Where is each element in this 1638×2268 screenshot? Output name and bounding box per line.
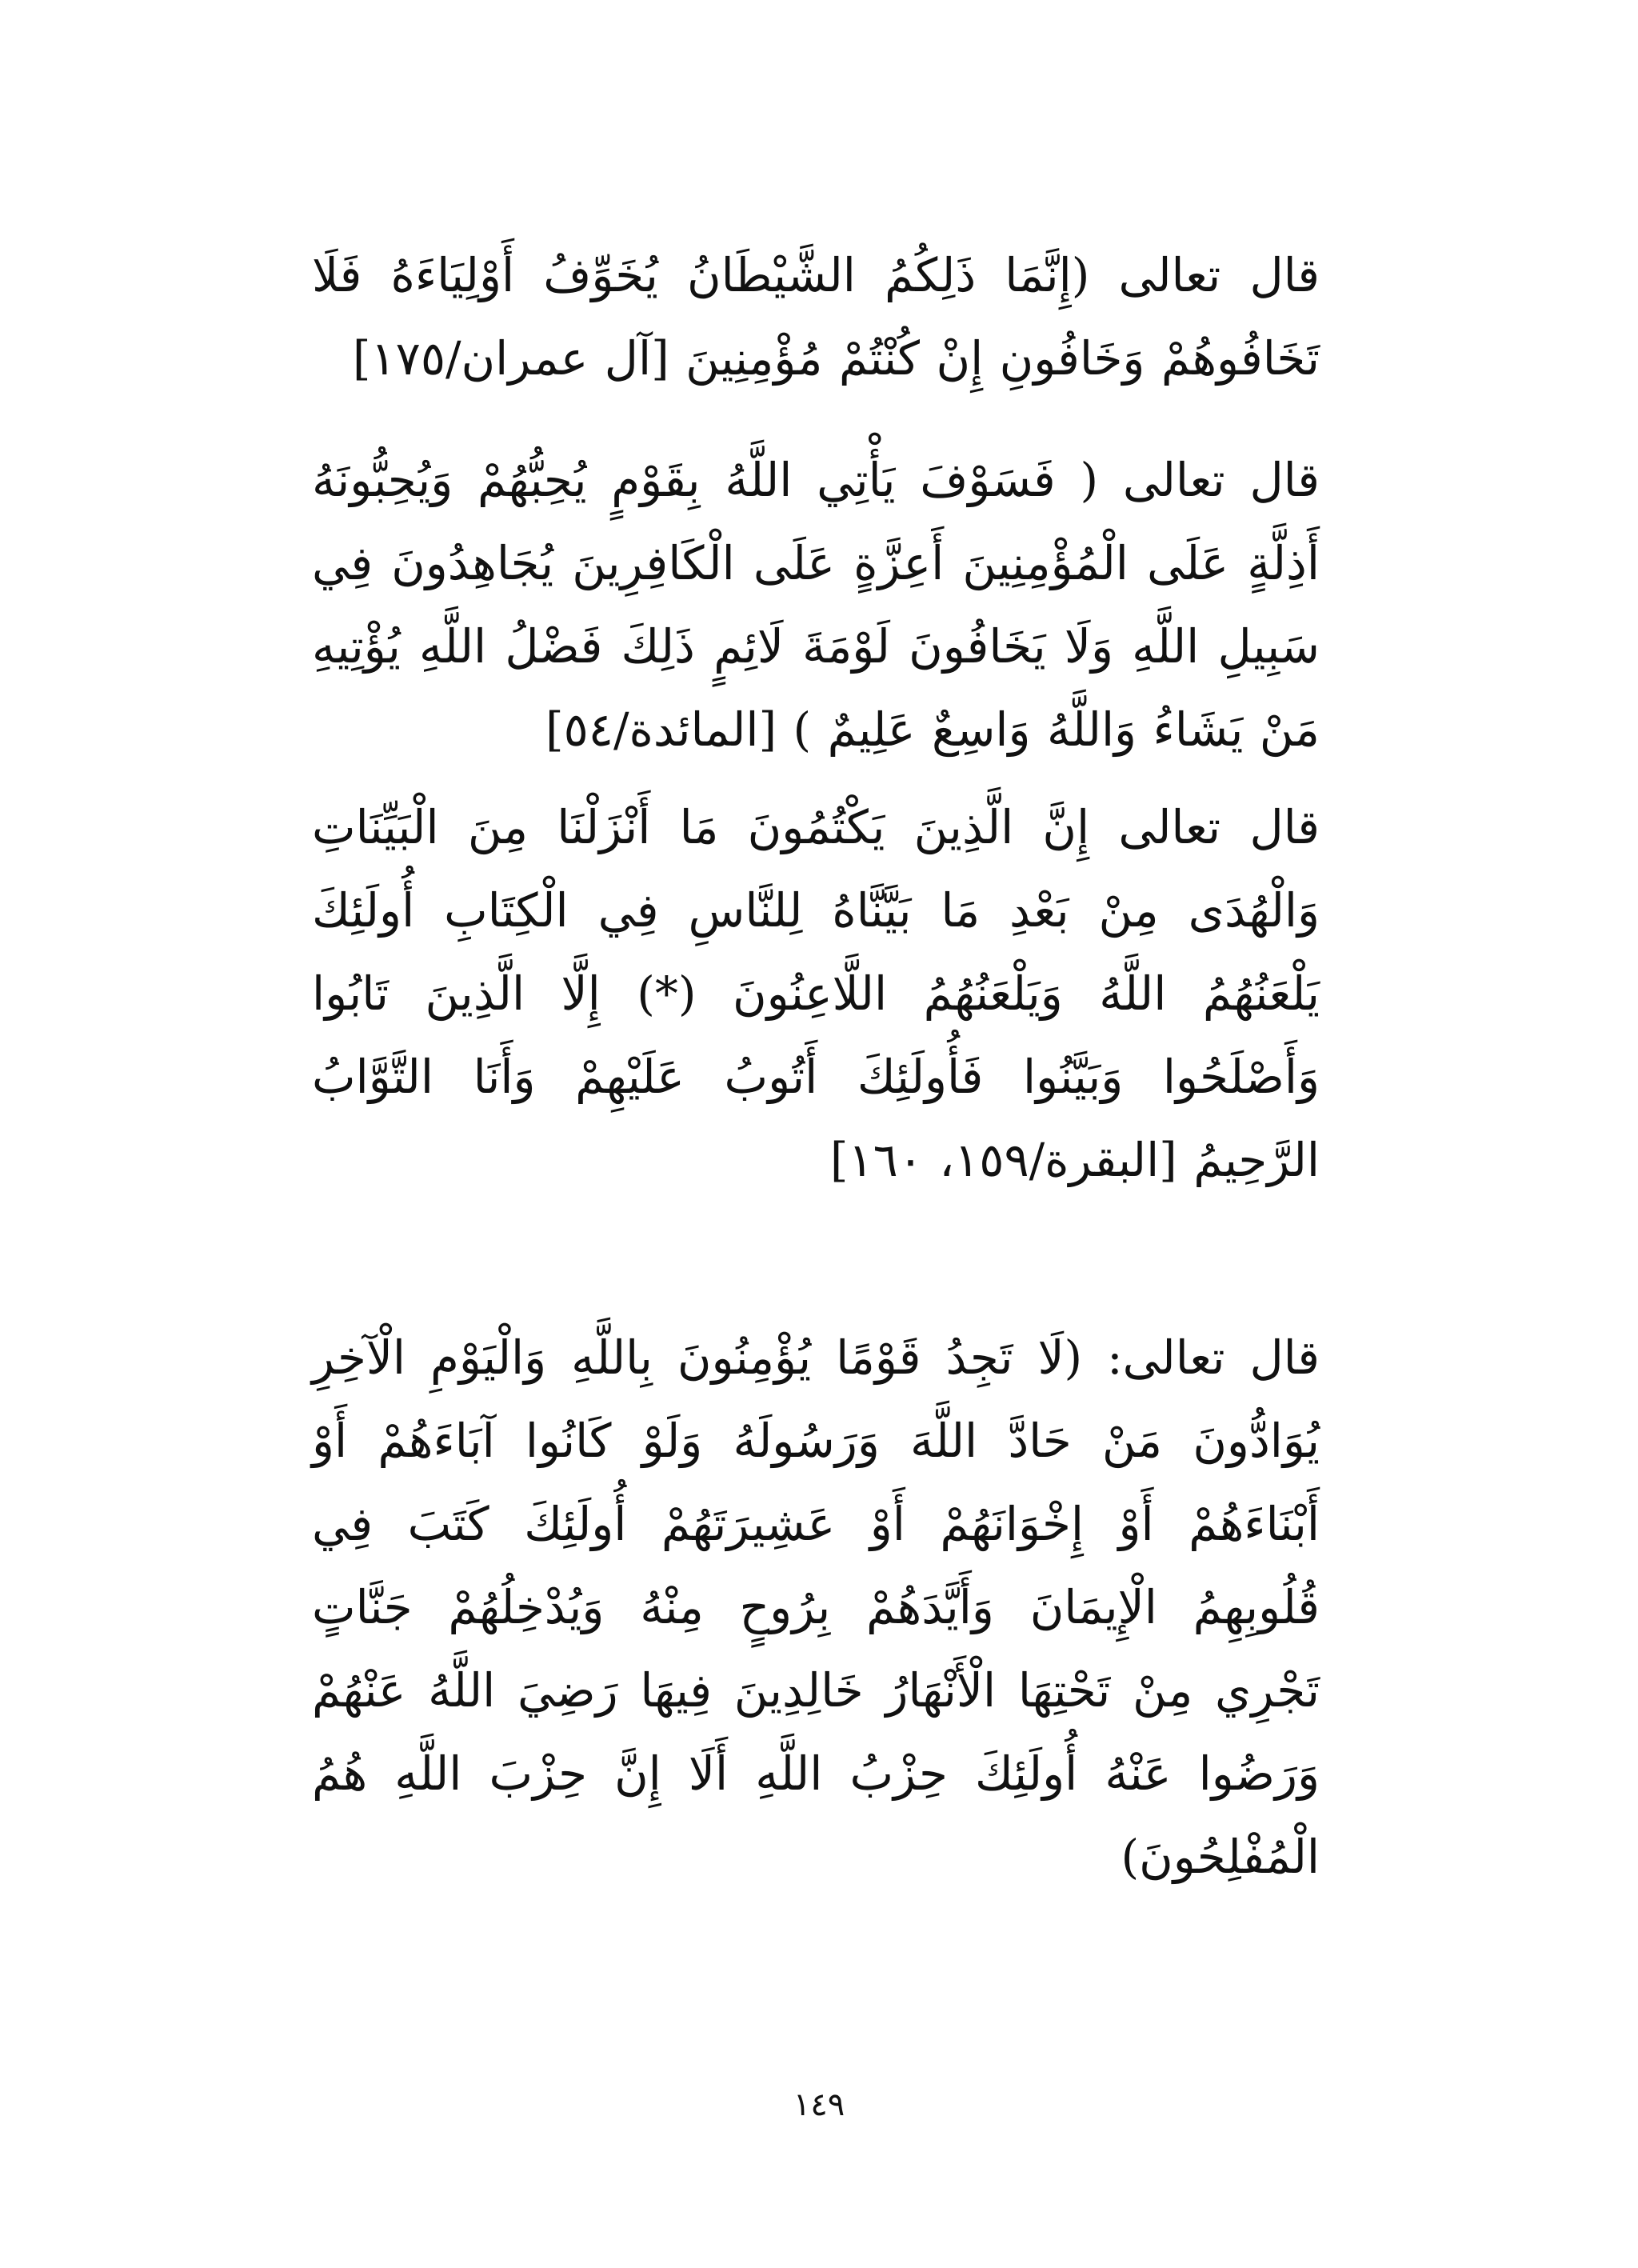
verse-paragraph-al-baqarah-159-160: قال تعالى إِنَّ الَّذِينَ يَكْتُمُونَ مَا أَنْزَلْنَا مِنَ الْبَيِّنَاتِ وَالْهُدَى مِنْ بَعْدِ مَا بَيَّنَّاهُ لِلنَّاسِ فِي الْكِتَابِ أُولَئِكَ يَلْعَنُهُمُ اللَّهُ وَيَلْعَنُهُمُ اللَّاعِنُونَ (*) إِلَّا الَّذِينَ تَابُوا وَأَصْلَحُوا وَبَيَّنُوا فَأُولَئِكَ أَتُوبُ عَلَيْهِمْ وَأَنَا التَّوَّابُ الرَّحِيمُ [البقرة/١٥٩، ١٦٠] [312,800,1320,1187]
verse-paragraph-al-mujadilah: قال تعالى: (لَا تَجِدُ قَوْمًا يُؤْمِنُونَ بِاللَّهِ وَالْيَوْمِ الْآخِرِ يُوَادُّونَ مَنْ حَادَّ اللَّهَ وَرَسُولَهُ وَلَوْ كَانُوا آبَاءَهُمْ أَوْ أَبْنَاءَهُمْ أَوْ إِخْوَانَهُمْ أَوْ عَشِيرَتَهُمْ أُولَئِكَ كَتَبَ فِي قُلُوبِهِمُ الْإِيمَانَ وَأَيَّدَهُمْ بِرُوحٍ مِنْهُ وَيُدْخِلُهُمْ جَنَّاتٍ تَجْرِي مِنْ تَحْتِهَا الْأَنْهَارُ خَالِدِينَ فِيهَا رَضِيَ اللَّهُ عَنْهُمْ وَرَضُوا عَنْهُ أُولَئِكَ حِزْبُ اللَّهِ أَلَا إِنَّ حِزْبَ اللَّهِ هُمُ الْمُفْلِحُونَ) [312,1330,1320,1884]
verse-paragraph-al-imran-175: قال تعالى (إِنَّمَا ذَلِكُمُ الشَّيْطَانُ يُخَوِّفُ أَوْلِيَاءَهُ فَلَا تَخَافُوهُمْ وَخَافُونِ إِنْ كُنْتُمْ مُؤْمِنِينَ [آل عمران/١٧٥] [312,248,1320,386]
page-number: ١٤٩ [793,2086,845,2123]
verse-paragraph-al-maidah-54: قال تعالى ( فَسَوْفَ يَأْتِي اللَّهُ بِقَوْمٍ يُحِبُّهُمْ وَيُحِبُّونَهُ أَذِلَّةٍ عَلَى الْمُؤْمِنِينَ أَعِزَّةٍ عَلَى الْكَافِرِينَ يُجَاهِدُونَ فِي سَبِيلِ اللَّهِ وَلَا يَخَافُونَ لَوْمَةَ لَائِمٍ ذَلِكَ فَضْلُ اللَّهِ يُؤْتِيهِ مَنْ يَشَاءُ وَاللَّهُ وَاسِعٌ عَلِيمٌ ) [المائدة/٥٤] [312,453,1320,757]
